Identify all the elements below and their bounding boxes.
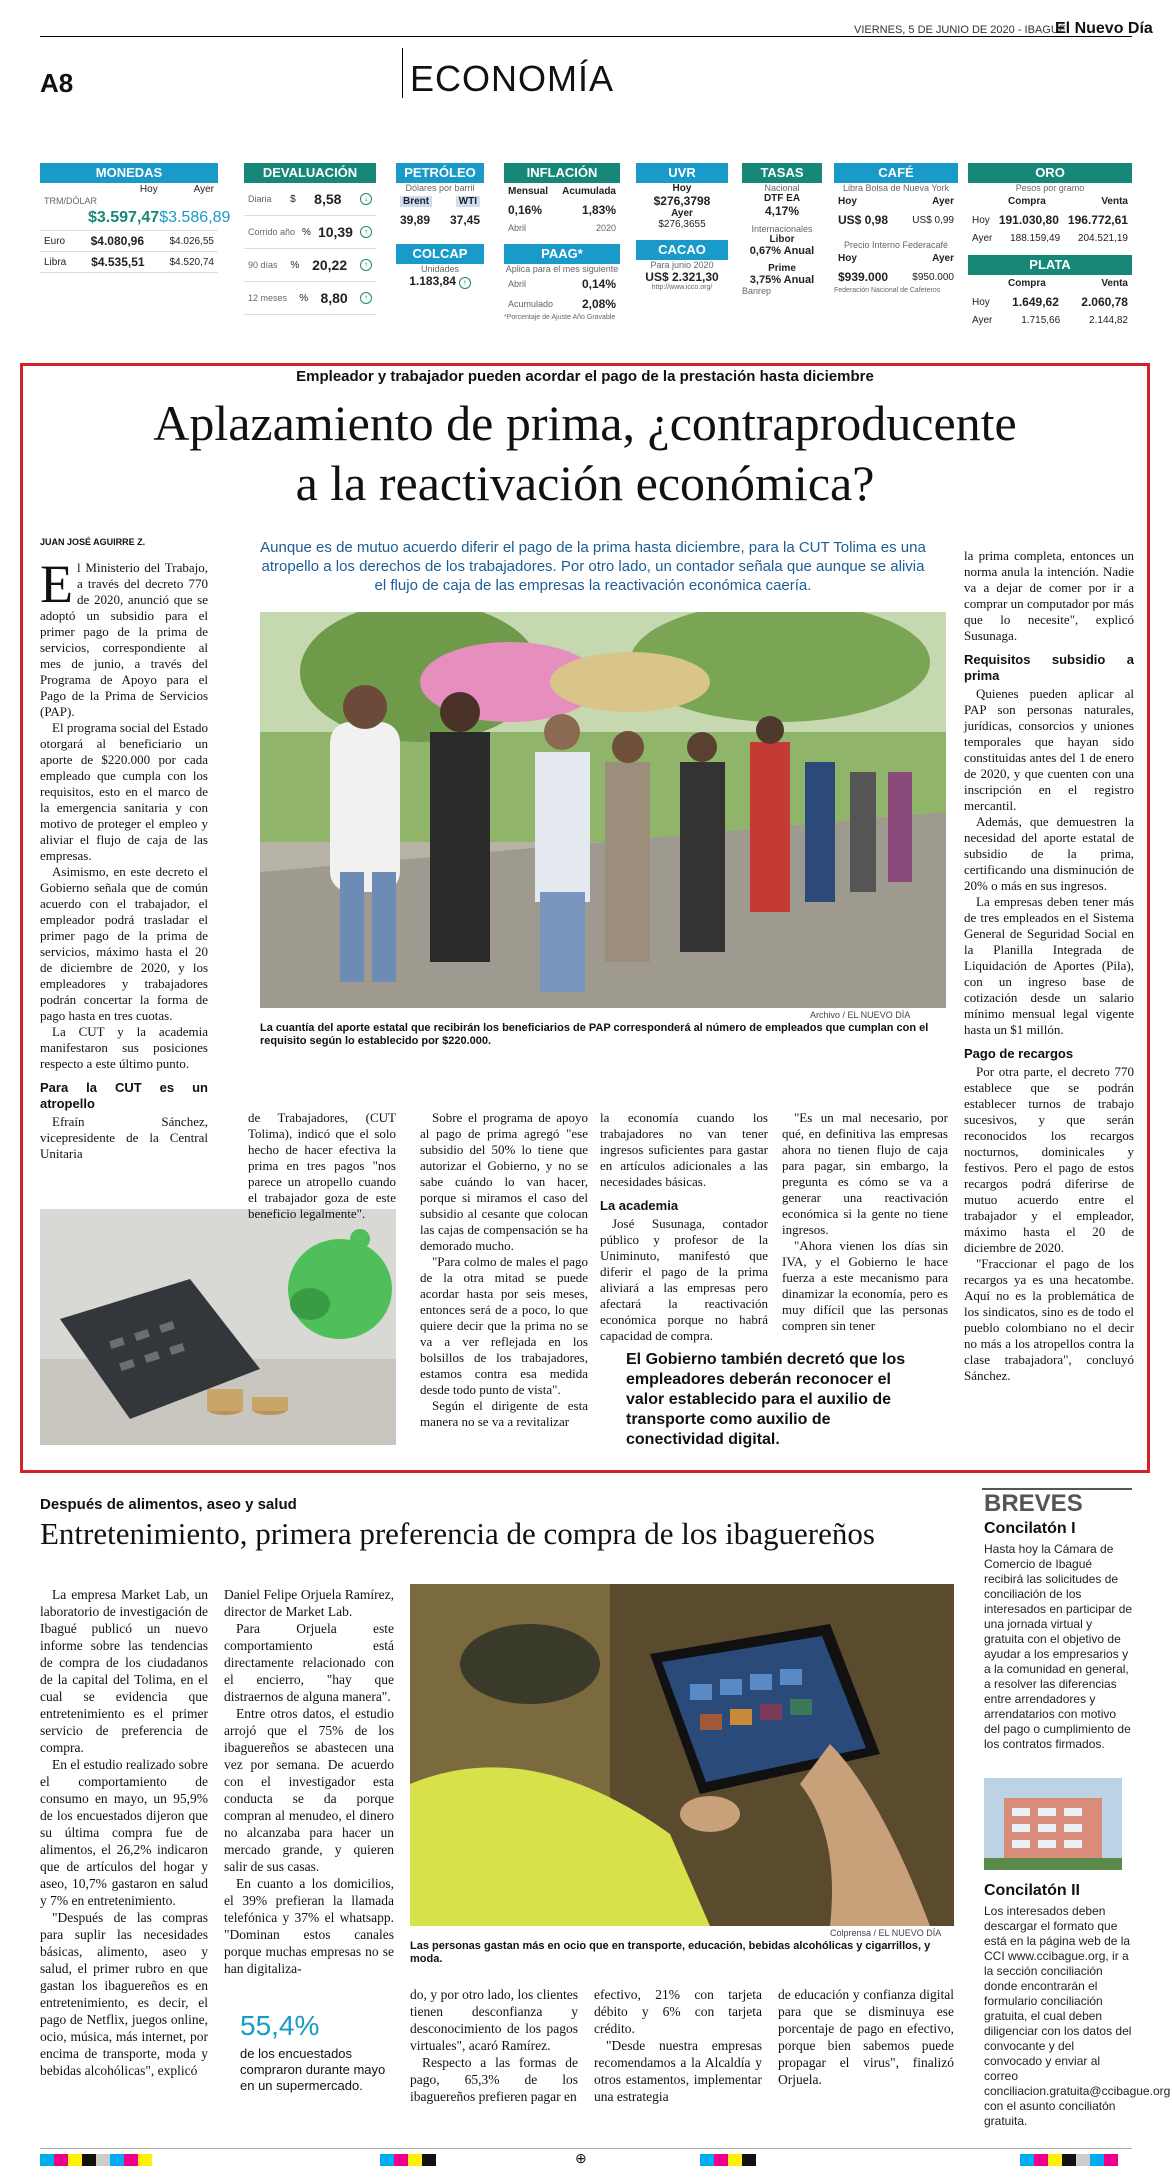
cafe-title: CAFÉ [834,163,958,183]
cafe-box [834,163,958,294]
dev-value: 10,39 [317,224,353,240]
article-kicker: Empleador y trabajador pueden acordar el pago de la prestación hasta diciembre [296,368,874,385]
trm-ayer: $3.586,89 [159,209,231,226]
tasas-nacional: Nacional [764,183,800,193]
acumulada-label: Acumulada [562,186,616,197]
paragraph: de educación y confianza digital para que se disminuya ese porcentaje de pago en efectivo, porque bien sabemos puede propagar el virus", finalizó Orjuela. [778,1987,954,2087]
oro-compra-label: Compra [1008,196,1046,207]
up-arrow-icon: ↑ [360,292,372,304]
devaluacion-box [244,163,376,315]
subheading: Para la CUT es un atropello [40,1080,208,1111]
dev-value: 8,80 [320,290,348,306]
photo-caption: La cuantía del aporte estatal que recibirán los beneficiarios de PAP corresponderá al número de empleados que cumplan con el requisito según lo establecido por $220.000. [260,1022,929,1047]
second-photo-caption: Las personas gastan más en ocio que en transporte, educación, bebidas alcohólicas y cigarrillos, y moda. [410,1940,931,1965]
dev-unit: $ [290,193,296,205]
plata-hoy-compra: 1.649,62 [1012,295,1059,309]
mensual-label: Mensual [508,186,549,197]
tasas-box [742,163,822,296]
libor-label: Libor [769,234,795,245]
paragraph: Asimismo, en este decreto el Gobierno señala que de común acuerdo con el trabajador, el empleador podrá trasladar el primer pago de la prima de servicios, máximo hasta el 20 de diciembre de 2020, y los empleadores y trabajadores podrán concertar la forma de pago hasta en tres cuotas. [40,864,208,1023]
paragraph: Sobre el programa de apoyo al pago de prima agregó "ese subsidio del 50% lo tiene que autorizar el Gobierno, y no se sabe cuándo lo van hacer, porque si miramos el caso del subsidio al cesante que colocan las cajas de compensación se ha demorado mucho. [420,1110,588,1253]
paag-title: PAAG* [504,244,620,264]
uvr-ayer-label: Ayer [671,208,693,219]
cafe-hoy-label: Hoy [838,196,857,207]
paragraph: do, y por otro lado, los clientes tienen desconfianza y desconocimiento de los pagos virtuales", acaró Ramírez. [410,1987,578,2053]
uvr-hoy: $276,3798 [653,194,711,208]
cafe-hoy: US$ 0,98 [838,213,889,227]
libor-value: 0,67% Anual [749,245,815,257]
subheading: La academia [600,1198,679,1213]
paag-abril-value: 0,14% [581,277,616,291]
cafe-sub: Libra Bolsa de Nueva York [842,183,950,193]
section-divider [402,48,403,98]
subheading: Requisitos subsidio a prima [964,652,1134,683]
photo-credit: Archivo / EL NUEVO DÍA [810,1010,911,1020]
colcap-value: 1.183,84 [409,274,456,288]
oro-sub: Pesos por gramo [1015,183,1085,193]
dev-label: Diaria [248,194,272,204]
oro-hoy-label: Hoy [972,214,990,226]
paag-sub: Aplica para el mes siguiente [505,264,619,274]
dev-value: 8,58 [314,191,342,207]
paragraph: Entre otros datos, el estudio arrojó que el 75% de los ibaguereños se abastecen una vez por semana. De acuerdo con el investigador esta conducta se da porque compran al menudeo, el dinero no alcanzaba para hacer un mercado grande, y quieren salir de sus casas. [224,1706,394,1874]
cafe-ayer-label: Ayer [932,196,954,207]
libra-label: Libra [44,256,67,268]
paragraph: "Para colmo de males el pago de la otra mitad se puede acordar hasta por seis meses, entonces será de a poco, lo que quiere decir que la prima no se va a ver reflejada en los bolsillos de los trabajadores, estamos contra esa medida desde todo punto de vista". [420,1254,588,1397]
article-column-3 [420,1110,588,1430]
cafe-ayer-label: Ayer [932,253,954,264]
uvr-title: UVR [636,163,728,183]
headline-line-1: Aplazamiento de prima, ¿contraproducente [153,395,1017,451]
dtf-label: DTF EA [763,193,801,204]
colcap-sub: Unidades [420,264,460,274]
cacao-title: CACAO [636,240,728,260]
paragraph: Respecto a las formas de pago, 65,3% de los ibaguereños prefieren pagar en [410,2055,578,2104]
tasas-title: TASAS [742,163,822,183]
footer-rule [40,2148,1132,2149]
monedas-title: MONEDAS [40,163,218,183]
uvr-ayer: $276,3655 [658,219,706,230]
paag-acum-value: 2,08% [581,297,616,311]
cafe-ayer: US$ 0,99 [912,214,954,226]
cafe-hoy2: $939.000 [838,270,889,284]
second-column-5 [778,1986,954,2088]
wti-label: WTI [456,196,480,207]
plata-compra-label: Compra [1008,278,1046,289]
brand-logo: El Nuevo Día [1055,20,1153,37]
paragraph: Para Orjuela este comportamiento está directamente relacionado con el encierro, "hay que distraernos de alguna manera". [224,1621,394,1704]
dev-value: 20,22 [312,257,348,273]
registration-mark-icon: ⊕ [575,2150,587,2166]
top-rule [40,36,1132,37]
dev-unit: % [302,226,311,238]
paragraph: efectivo, 21% con tarjeta débito y 6% con tarjeta crédito. [594,1987,762,2036]
plata-ayer-compra: 1.715,66 [1021,315,1061,326]
petroleo-box [396,163,484,289]
paragraph: Además, que demuestren la necesidad del aporte estatal de subsidio de la prima, certificando una disminución de 20% o más en sus ingresos. [964,814,1134,893]
devaluacion-title: DEVALUACIÓN [244,163,376,183]
paragraph: l Ministerio del Trabajo, a través del decreto 770 de 2020, anunció que se adoptó un subsidio para el primer pago de la prima de servicios, correspondiente al mes de junio, a través del Programa de Apoyo para el Pago de la Prima de Servicios (PAP). [40,560,208,719]
paragraph: de Trabajadores, (CUT Tolima), indicó que el solo hecho de hacer efectiva la prima en tres pagos "nos parece un atropello cuando el trabajador goza de este beneficio legalmente". [248,1110,396,1221]
cafe-hoy-label: Hoy [838,253,857,264]
breve-text: Los interesados deben descargar el formato que está en la página web de la CCI www.ccibague.org, ir a la sección conciliación donde encontrarán el formulario conciliación gratuita, el cual deben diligenciar con los datos del convocante y del convocado y enviar al correo conciliacion.gratuita@ccibague.org con el asunto conciliatón gratuita. [984,1904,1171,2128]
paragraph: "Desde nuestra empresas recomendamos a la Alcaldía y otros estamentos, implementar una estrategia [594,2038,762,2104]
brent-value: 39,89 [400,213,431,227]
article-column-4 [600,1110,768,1344]
paragraph: la prima completa, entonces un norma anula la intención. Nadie va a dejar de comer por ir a comprar un computador por más que lo necesite", explicó Susunaga. [964,548,1134,643]
paragraph: Efraín Sánchez, vicepresidente de la Central Unitaria [40,1114,208,1161]
petroleo-sub: Dólares por barril [405,183,475,193]
plata-title: PLATA [968,255,1132,275]
prime-label: Prime [768,263,796,274]
cacao-value: US$ 2.321,30 [645,270,719,284]
paragraph: El programa social del Estado otorgará al beneficiario un aporte de $220.000 por cada empleado que cumpla con los requisitos, esto en el marco de la emergencia sanitaria y con motivo de proteger el empleo y aliviar el flujo de caja de las empresas. [40,720,208,863]
subheading: Pago de recargos [964,1046,1074,1061]
paragraph: "Fraccionar el pago de los recargos ya es una hecatombe. Aquí no es la problemática de los sindicatos, sino es de todo el pueblo colombiano no el decir no más a los atropellos contra la clase trabajadora", concluyó Sánchez. [964,1256,1134,1383]
paragraph: En el estudio realizado sobre el comportamiento de consumo en mayo, un 95,9% de los encuestados dijeron que su última compra fue de alimentos, el 26,2% indicaron que de artículos del hogar y aseo, 10,7% gastaron en salud y 7% en entretenimiento. [40,1757,208,1908]
article-lede: Aunque es de mutuo acuerdo diferir el pago de la prima hasta diciembre, para la CUT Tolima es una atropello a los derechos de los trabajadores. Por otro lado, un contador señala que aunque se alivia el flujo de caja de las empresas la reactivación económica caería. [260,539,926,594]
oro-venta-label: Venta [1101,196,1128,207]
paag-abril-label: Abril [508,279,527,289]
paragraph: Por otra parte, el decreto 770 establece que se podrán establecer turnos de trabajo sucesivos, y que serán reconocidos los recargos nocturnos, dominicales y festivos. Pero el pago de estos recargos podrá diferirse de mutuo acuerdo entre el trabajador y el empleador, máximo hasta el 20 de diciembre de 2020. [964,1064,1134,1255]
uvr-box [636,163,728,291]
col-ayer: Ayer [193,184,214,195]
second-photo-credit: Colprensa / EL NUEVO DÍA [830,1928,942,1938]
plata-ayer-venta: 2.144,82 [1089,315,1128,326]
colcap-title: COLCAP [396,244,484,264]
pull-quote: El Gobierno también decretó que los empleadores deberán reconocer el valor establecido para el auxilio de transporte como auxilio de conectividad digital. [626,1351,906,1448]
stat-number: 55,4% [240,2010,320,2041]
cafe-source: Federación Nacional de Cafeteros [834,287,941,294]
color-registration-bar [700,2154,756,2166]
monedas-box [40,163,231,273]
uvr-hoy-label: Hoy [672,183,692,194]
euro-hoy: $4.080,96 [90,234,144,248]
tasas-internacionales: Internacionales [751,224,813,234]
tasas-source: Banrep [742,286,772,296]
trm-hoy: $3.597,47 [88,209,160,226]
paragraph: Quienes pueden aplicar al PAP son personas naturales, jurídicas, consorcios y uniones temporales que hayan sido constituidas antes del 1 de enero de 2020, y que cuenten con una inscripción en el registro mercantil. [964,686,1134,813]
paragraph: "Después de las compras para suplir las necesidades básicas, alimento, aseo y salud, el primer rubro en que gastan los ibaguereños es en entretenimiento, es decir, el pago de Netflix, juegos online, ocio, música, más internet, por encima de transporte, moda y bebidas alcohólicas", explicó [40,1910,208,2078]
paag-acum-label: Acumulado [508,299,554,309]
breves-title: BREVES [984,1490,1083,1517]
article-column-2 [248,1110,396,1222]
oro-hoy-venta: 196.772,61 [1067,213,1128,227]
plata-hoy-label: Hoy [972,296,990,308]
paragraph: Según el dirigente de esta manera no se va a revitalizar [420,1398,588,1429]
paragraph: La CUT y la academia manifestaron sus posiciones respecto a este último punto. [40,1024,208,1071]
cacao-sub: Para junio 2020 [650,260,714,270]
petroleo-title: PETRÓLEO [396,163,484,183]
second-column-4 [594,1986,762,2105]
second-kicker: Después de alimentos, aseo y salud [40,1496,297,1513]
breve-heading: Concilatón I [984,1520,1076,1537]
color-registration-bar [40,2154,152,2166]
stat-text: de los encuestados compraron durante mayo en un supermercado. [240,2046,386,2093]
plata-hoy-venta: 2.060,78 [1081,295,1128,309]
dev-unit: % [299,292,309,304]
page-number: A8 [40,68,74,98]
wti-value: 37,45 [449,213,480,227]
prime-value: 3,75% Anual [749,274,815,286]
inflacion-title: INFLACIÓN [504,163,620,183]
acumulada-period: 2020 [595,223,616,233]
paragraph: La empresa Market Lab, un laboratorio de investigación de Ibagué publicó un nuevo informe sobre las tendencias de compra de los ciudadanos de la capital del Tolima, en el cual se evidencia que entretenimiento es el primer servicio de preferencia de compra. [40,1587,208,1755]
euro-ayer: $4.026,55 [169,235,214,247]
article-column-6 [964,548,1134,1384]
paragraph: "Es un mal necesario, por qué, en definitiva las empresas ahora no tienen flujo de caja para pagar, sin embargo, la pregunta es cómo se va a generar una reactivación económica si la gente no tiene ingresos. [782,1110,948,1237]
color-registration-bar [1020,2154,1118,2166]
paragraph: En cuanto a los domicilios, el 39% prefieran la llamada telefónica y 37% el whatsapp. "Dominan estos canales porque muchas empresas no se han digitaliza- [224,1876,394,1976]
piggy-bank-photo [40,1209,396,1445]
plata-ayer-label: Ayer [972,315,993,326]
section-title: ECONOMÍA [410,58,615,99]
headline-line-2: a la reactivación económica? [295,455,875,511]
up-arrow-icon: ↑ [360,259,372,271]
paag-note: *Porcentaje de Ajuste Año Gravable [504,314,616,321]
article-column-5 [782,1110,948,1334]
dev-unit: % [290,259,300,271]
second-column-1 [40,1586,208,2079]
trm-label: TRM/DÓLAR [44,196,98,206]
building-photo [984,1778,1122,1870]
second-headline: Entretenimiento, primera preferencia de compra de los ibaguereños [40,1516,875,1551]
paragraph: "Ahora vienen los días sin IVA, y el Gobierno le hace fuerza a este mecanismo para dinamizar la economía, pero es muy difícil que las personas compren sin tener [782,1238,948,1333]
dtf-value: 4,17% [764,204,800,218]
col-hoy: Hoy [139,184,158,195]
article-column-1 [40,554,208,1162]
tablet-photo [410,1584,954,1926]
plata-venta-label: Venta [1101,278,1128,289]
inflacion-box [504,163,620,321]
brent-label: Brent [400,196,432,207]
oro-title: ORO [968,163,1132,183]
color-registration-bar [380,2154,436,2166]
paragraph: Daniel Felipe Orjuela Ramírez, director de Market Lab. [224,1587,394,1619]
byline: JUAN JOSÉ AGUIRRE Z. [40,537,146,547]
libra-hoy: $4.535,51 [91,255,145,269]
acumulada-value: 1,83% [581,203,616,217]
paragraph: La empresas deben tener más de tres empleados en el Sistema General de Seguridad Social en la Planilla Integrada de Liquidación de Aportes (Pila), con un ingreso base de cotización desde un salario mínimo mensual legal vigente hasta un $1 millón. [964,894,1134,1037]
up-arrow-icon: ↑ [360,226,372,238]
paragraph: la economía cuando los trabajadores no van tener ingresos suficientes para gastar en artículos adicionales a las necesidades básicas. [600,1110,768,1189]
mensual-value: 0,16% [508,203,543,217]
breve-text: Hasta hoy la Cámara de Comercio de Ibagué recibirá las solicitudes de conciliación de los interesados en participar de una jornada virtual y gratuita con el objetivo de ayudar a los empresarios y a la comunidad en general, a resolver las diferencias entre arrendadores y arrendatarios con motivo del pago o cumplimiento de los contratos firmados. [984,1542,1133,1751]
cacao-source: http://www.icco.org/ [651,284,713,291]
dev-label: Corrido año [248,227,296,237]
oro-ayer-compra: 188.159,49 [1010,233,1061,244]
euro-label: Euro [44,235,66,247]
cafe-sub2: Precio Interno Federacafé [843,240,949,250]
libra-ayer: $4.520,74 [169,256,214,268]
second-column-2 [224,1586,394,1977]
dropcap: E [40,554,73,614]
paragraph: José Susunaga, contador público y profesor de la Uniminuto, manifestó que diferir el pago de la prima aliviará a las empresas pero afectará la reactivación económica porque no habrá capacidad de compra. [600,1216,768,1343]
oro-hoy-compra: 191.030,80 [998,213,1059,227]
oro-ayer-venta: 204.521,19 [1077,233,1128,244]
oro-box [968,163,1132,329]
cafe-ayer2: $950.000 [912,271,954,283]
mensual-period: Abril [508,223,527,233]
page-date: VIERNES, 5 DE JUNIO DE 2020 - IBAGUÉ [854,24,1067,36]
dev-label: 90 días [248,260,278,270]
second-column-3 [410,1986,578,2105]
protest-photo [260,612,946,1008]
oro-ayer-label: Ayer [972,233,993,244]
down-arrow-icon: ↓ [360,193,372,205]
dev-label: 12 meses [248,293,288,303]
breve-heading: Concilatón II [984,1882,1080,1899]
up-arrow-icon: ↑ [459,277,471,289]
